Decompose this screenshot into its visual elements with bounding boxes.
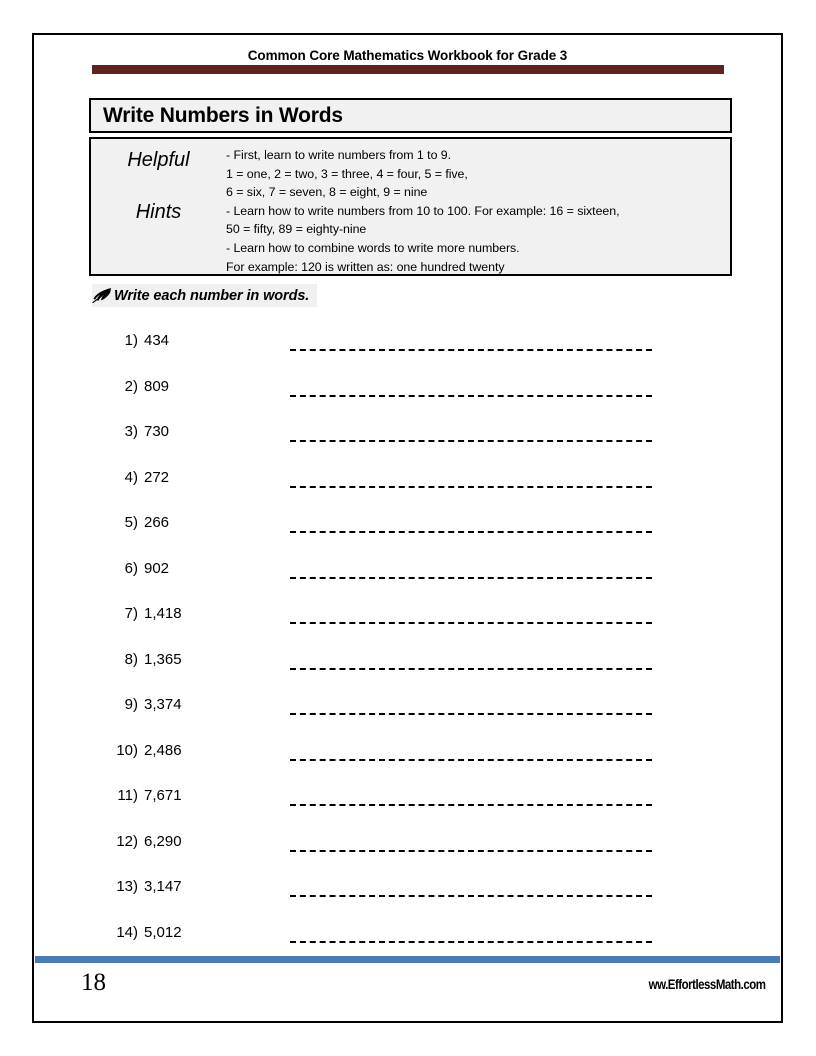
hints-label — [91, 139, 226, 274]
answer-line[interactable] — [290, 349, 652, 351]
hint-line: For example: 120 is written as: one hundred twenty — [226, 259, 505, 274]
answer-line[interactable] — [290, 850, 652, 852]
answer-line[interactable] — [290, 440, 652, 442]
question-value: 1,418 — [144, 605, 182, 622]
questions-list — [34, 327, 781, 964]
hint-line: 6 = six, 7 = seven, 8 = eight, 9 = nine — [226, 185, 428, 200]
hint-line: - Learn how to combine words to write more numbers. — [226, 240, 520, 255]
question-number: 8) — [124, 650, 138, 668]
question-value: 730 — [144, 423, 170, 440]
question-number: 13) — [116, 878, 138, 895]
question-row — [34, 327, 781, 373]
answer-line[interactable] — [290, 895, 652, 897]
page-content — [34, 35, 781, 1021]
hint-line: - First, learn to write numbers from 1 to 9. — [226, 148, 452, 162]
question-number: 11) — [117, 787, 138, 804]
question-number: 9) — [124, 696, 138, 713]
answer-line[interactable] — [290, 713, 652, 715]
instruction-text: Write each number in words. — [114, 287, 310, 304]
instruction-row — [92, 284, 317, 307]
hints-label-line-2: Hints — [135, 201, 182, 223]
question-value: 7,671 — [144, 787, 182, 804]
answer-line[interactable] — [290, 804, 652, 806]
question-number: 10) — [116, 741, 138, 759]
question-number: 4) — [124, 468, 138, 486]
question-value: 902 — [144, 559, 170, 577]
question-number: 2) — [124, 377, 138, 395]
page-title: Write Numbers in Words — [103, 103, 343, 127]
hint-line: 50 = fifty, 89 = eighty-nine — [226, 222, 367, 237]
worksheet-title-box — [89, 98, 732, 133]
question-value: 809 — [144, 377, 170, 395]
question-row — [34, 646, 781, 692]
question-row — [34, 873, 781, 919]
website-url[interactable]: ww.EffortlessMath.com — [648, 976, 765, 992]
question-value: 5,012 — [144, 923, 182, 941]
question-value: 3,147 — [144, 878, 182, 895]
header-divider-rule — [92, 65, 724, 74]
question-number: 14) — [116, 923, 138, 941]
question-value: 2,486 — [144, 741, 182, 759]
footer-divider-rule — [35, 956, 780, 963]
question-row — [34, 418, 781, 464]
question-number: 6) — [124, 559, 138, 577]
question-row — [34, 828, 781, 874]
question-value: 272 — [144, 468, 170, 486]
question-row — [34, 464, 781, 510]
question-number: 5) — [124, 514, 138, 531]
answer-line[interactable] — [290, 622, 652, 624]
question-number: 12) — [116, 832, 138, 850]
question-row — [34, 509, 781, 555]
question-value: 434 — [144, 332, 170, 349]
question-row — [34, 555, 781, 601]
answer-line[interactable] — [290, 759, 652, 761]
quill-pen-icon — [92, 287, 112, 304]
answer-line[interactable] — [290, 531, 652, 533]
page-number: 18 — [81, 969, 106, 996]
question-number: 1) — [124, 332, 138, 349]
answer-line[interactable] — [290, 577, 652, 579]
answer-line[interactable] — [290, 668, 652, 670]
answer-line[interactable] — [290, 395, 652, 397]
question-value: 6,290 — [144, 832, 182, 850]
hints-label-line-1: Helpful — [127, 149, 190, 171]
question-value: 3,374 — [144, 696, 182, 713]
worksheet-page — [32, 33, 783, 1023]
question-number: 3) — [124, 423, 138, 440]
book-title-header: Common Core Mathematics Workbook for Grade 3 — [247, 48, 568, 63]
question-row — [34, 782, 781, 828]
helpful-hints-box — [89, 137, 732, 276]
hint-line: - Learn how to write numbers from 10 to 100. For example: 16 = sixteen, — [226, 203, 620, 218]
question-row — [34, 373, 781, 419]
answer-line[interactable] — [290, 486, 652, 488]
question-row — [34, 691, 781, 737]
answer-line[interactable] — [290, 941, 652, 943]
question-row — [34, 737, 781, 783]
question-value: 1,365 — [144, 650, 182, 668]
question-number: 7) — [124, 605, 138, 622]
question-value: 266 — [144, 514, 170, 531]
hint-line: 1 = one, 2 = two, 3 = three, 4 = four, 5 = five, — [226, 166, 468, 181]
question-row — [34, 600, 781, 646]
hints-text-block — [226, 139, 730, 274]
